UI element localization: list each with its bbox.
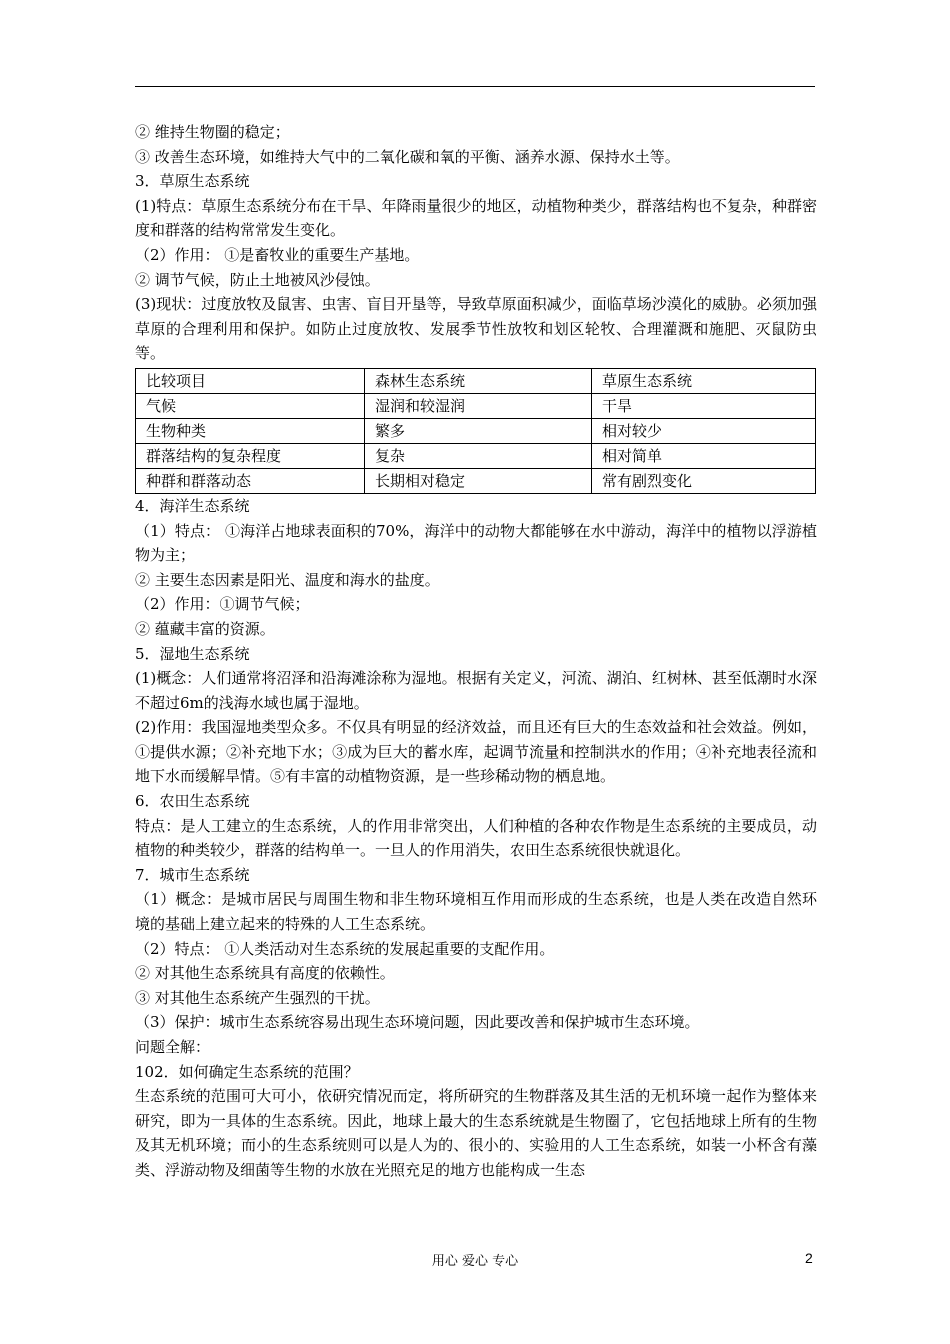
table-cell: 群落结构的复杂程度: [136, 443, 365, 468]
paragraph: 问题全解：: [135, 1038, 211, 1056]
paragraph: ② 蕴藏丰富的资源。: [135, 619, 275, 638]
section-heading: 3．草原生态系统: [135, 172, 250, 191]
table-cell: 干旱: [592, 393, 816, 418]
paragraph: （2）特点： ①人类活动对生态系统的发展起重要的支配作用。: [135, 939, 555, 958]
table-cell: 森林生态系统: [365, 368, 592, 393]
section-heading: 6．农田生态系统: [135, 792, 250, 811]
table-cell: 湿润和较湿润: [365, 393, 592, 418]
table-cell: 繁多: [365, 418, 592, 443]
paragraph: ② 维持生物圈的稳定；: [135, 123, 290, 141]
section-heading: 4．海洋生态系统: [135, 496, 250, 515]
paragraph: (1)概念：人们通常将沼泽和沿海滩涂称为湿地。根据有关定义，河流、湖泊、红树林、甚至低潮时水深不超过6m的浅海水域也属于湿地。: [135, 669, 817, 712]
paragraph: （2）作用：①调节气候；: [135, 595, 310, 614]
footer-motto: 用心 爱心 专心: [431, 1254, 519, 1269]
table-cell: 气候: [136, 393, 365, 418]
paragraph: (2)作用：我国湿地类型众多。不仅具有明显的经济效益，而且还有巨大的生态效益和社会效益。例如，①提供水源；②补充地下水；③成为巨大的蓄水库，起调节流量和控制洪水的作用；④补充地表径流和地下水而缓解旱情。⑤有丰富的动植物资源，是一些珍稀动物的栖息地。: [135, 718, 817, 786]
paragraph: (3)现状：过度放牧及鼠害、虫害、盲目开垦等，导致草原面积减少，面临草场沙漠化的威胁。必须加强草原的合理利用和保护。如防止过度放牧、发展季节性放牧和划区轮牧、合理灌溉和施肥、灭鼠防虫等。: [135, 295, 817, 363]
section-heading: 7．城市生态系统: [135, 865, 250, 884]
paragraph: 生态系统的范围可大可小，依研究情况而定，将所研究的生物群落及其生活的无机环境一起作为整体来研究，即为一具体的生态系统。因此，地球上最大的生态系统就是生物圈了，它包括地球上所有的生物及其无机环境；而小的生态系统则可以是人为的、很小的、实验用的人工生态系统，如装一小杯含有藻类、浮游动物及细菌等生物的水放在光照充足的地方也能构成一生态: [135, 1087, 817, 1179]
table-row: [136, 393, 816, 418]
paragraph: ② 主要生态因素是阳光、温度和海水的盐度。: [135, 570, 440, 589]
comparison-table: [135, 368, 816, 494]
paragraph: ③ 对其他生态系统产生强烈的干扰。: [135, 988, 380, 1007]
paragraph: （2）作用： ①是畜牧业的重要生产基地。: [135, 245, 420, 264]
table-cell: 相对简单: [592, 443, 816, 468]
paragraph: （1）特点： ①海洋占地球表面积的70%，海洋中的动物大都能够在水中游动，海洋中的植物以浮游植物为主；: [135, 521, 817, 565]
table-header-row: [136, 368, 816, 393]
paragraph: (1)特点：草原生态系统分布在干旱、年降雨量很少的地区，动植物种类少，群落结构也不复杂，种群密度和群落的结构常常发生变化。: [135, 196, 817, 240]
table-cell: 生物种类: [136, 418, 365, 443]
table-row: [136, 418, 816, 443]
table-cell: 种群和群落动态: [136, 468, 365, 493]
table-cell: 长期相对稳定: [365, 468, 592, 493]
paragraph: ③ 改善生态环境，如维持大气中的二氧化碳和氧的平衡、涵养水源、保持水土等。: [135, 147, 680, 166]
table-cell: 比较项目: [136, 368, 365, 393]
paragraph: ② 对其他生态系统具有高度的依赖性。: [135, 964, 395, 983]
header-rule: [135, 86, 815, 87]
paragraph: 特点：是人工建立的生态系统，人的作用非常突出，人们种植的各种农作物是生态系统的主要成员，动植物的种类较少，群落的结构单一。一旦人的作用消失，农田生态系统很快就退化。: [135, 816, 817, 860]
page-number: 2: [805, 1250, 813, 1266]
paragraph: ② 调节气候，防止土地被风沙侵蚀。: [135, 270, 380, 289]
question-heading: 102．如何确定生态系统的范围？: [135, 1062, 359, 1081]
table-cell: 常有剧烈变化: [592, 468, 816, 493]
section-a: [135, 120, 817, 366]
paragraph: （3）保护：城市生态系统容易出现生态环境问题，因此要改善和保护城市生态环境。: [135, 1013, 700, 1032]
section-heading: 5．湿地生态系统: [135, 644, 250, 663]
table-cell: 草原生态系统: [592, 368, 816, 393]
table-cell: 复杂: [365, 443, 592, 468]
table-row: [136, 468, 816, 493]
table-cell: 相对较少: [592, 418, 816, 443]
paragraph: （1）概念：是城市居民与周围生物和非生物环境相互作用而形成的生态系统，也是人类在改造自然环境的基础上建立起来的特殊的人工生态系统。: [135, 890, 817, 934]
section-b: [135, 494, 817, 1183]
table-row: [136, 443, 816, 468]
page-body: [135, 120, 817, 1183]
